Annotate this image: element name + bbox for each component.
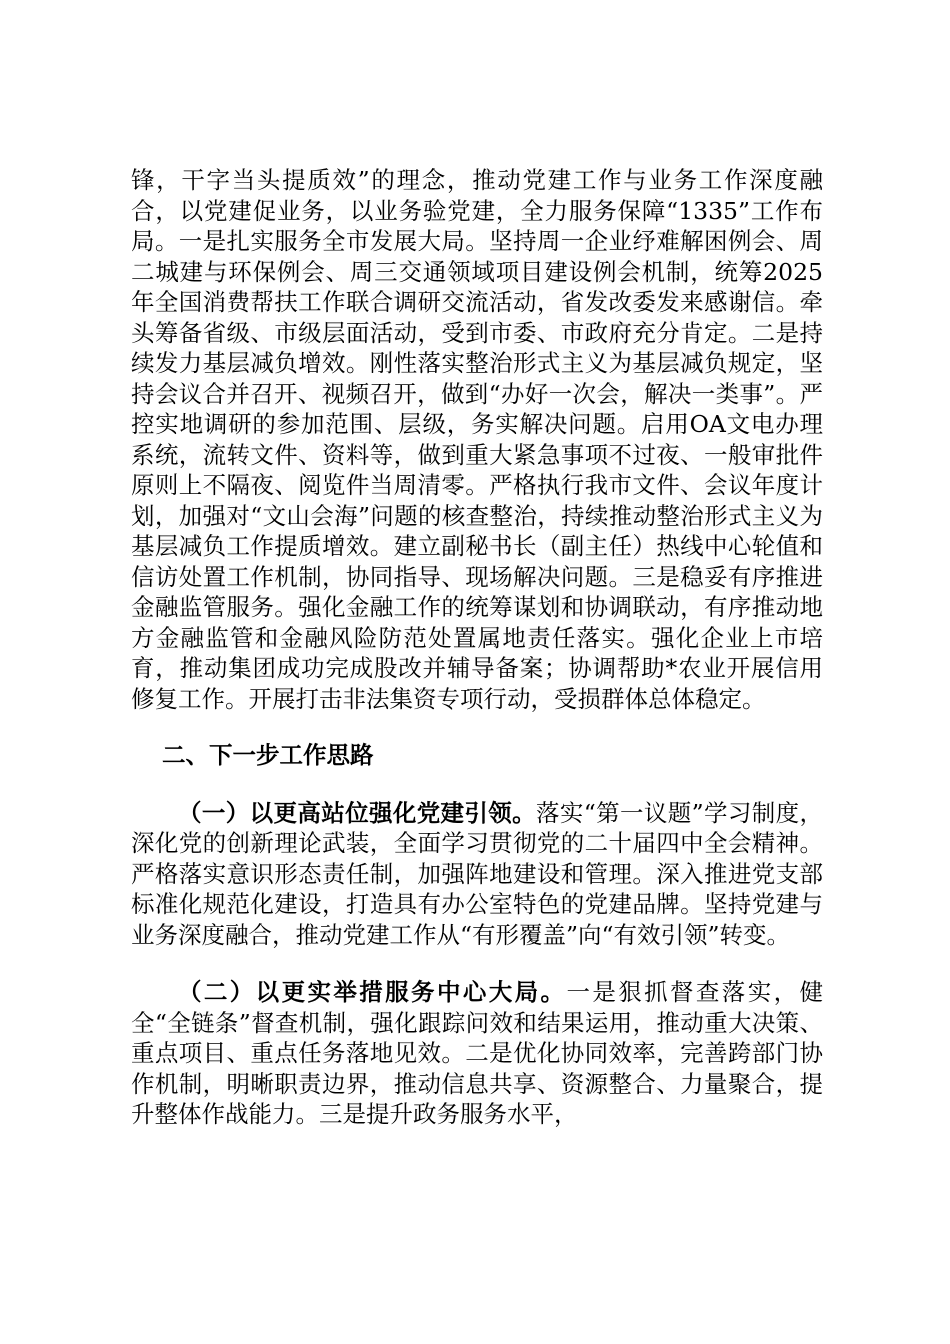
item-1-body: 落实“第一议题”学习制度，深化党的创新理论武装，全面学习贯彻党的二十届四中全会精神。严格落实意识形态责任制，加强阵地建设和管理。深入推进党支部标准化规范化建设，打造具有办公室特色的党建品牌。坚持党建与业务深度融合，推动党建工作从“有形覆盖”向“有效引领”转变。	[131, 798, 824, 949]
item-2-body: 一是狠抓督查落实，健全“全链条”督查机制，强化跟踪问效和结果运用，推动重大决策、重点项目、重点任务落地见效。二是优化协同效率，完善跨部门协作机制，明晰职责边界，推动信息共享、资源整合、力量聚合，提升整体作战能力。三是提升政务服务水平，	[131, 978, 823, 1128]
paragraph-item-1	[131, 798, 823, 951]
item-1-lead: （一）以更高站位强化党建引领。	[178, 798, 537, 827]
item-2-lead: （二）以更实举措服务中心大局。	[178, 978, 567, 1006]
paragraph-work-summary: 锋，干字当头提质效”的理念，推动党建工作与业务工作深度融合，以党建促业务，以业务验党建，全力服务保障“1335”工作布局。一是扎实服务全市发展大局。坚持周一企业纾难解困例会、周二城建与环保例会、周三交通领域项目建设例会机制，统筹2025年全国消费帮扶工作联合调研交流活动，省发改委发来感谢信。牵头筹备省级、市级层面活动，受到市委、市政府充分肯定。二是持续发力基层减负增效。刚性落实整治形式主义为基层减负规定，坚持会议合并召开、视频召开，做到“办好一次会，解决一类事”。严控实地调研的参加范围、层级，务实解决问题。启用OA文电办理系统，流转文件、资料等，做到重大紧急事项不过夜、一般审批件原则上不隔夜、阅览件当周清零。严格执行我市文件、会议年度计划，加强对“文山会海”问题的核查整治，持续推动整治形式主义为基层减负工作提质增效。建立副秘书长（副主任）热线中心轮值和信访处置工作机制，协同指导、现场解决问题。三是稳妥有序推进金融监管服务。强化金融工作的统筹谋划和协调联动，有序推动地方金融监管和金融风险防范处置属地责任落实。强化企业上市培育，推动集团成功完成股改并辅导备案；协调帮助*农业开展信用修复工作。开展打击非法集资专项行动，受损群体总体稳定。	[131, 166, 823, 713]
document-body	[131, 165, 823, 1130]
paragraph-item-2	[131, 977, 823, 1130]
section-heading-next-steps: 二、下一步工作思路	[162, 741, 374, 769]
